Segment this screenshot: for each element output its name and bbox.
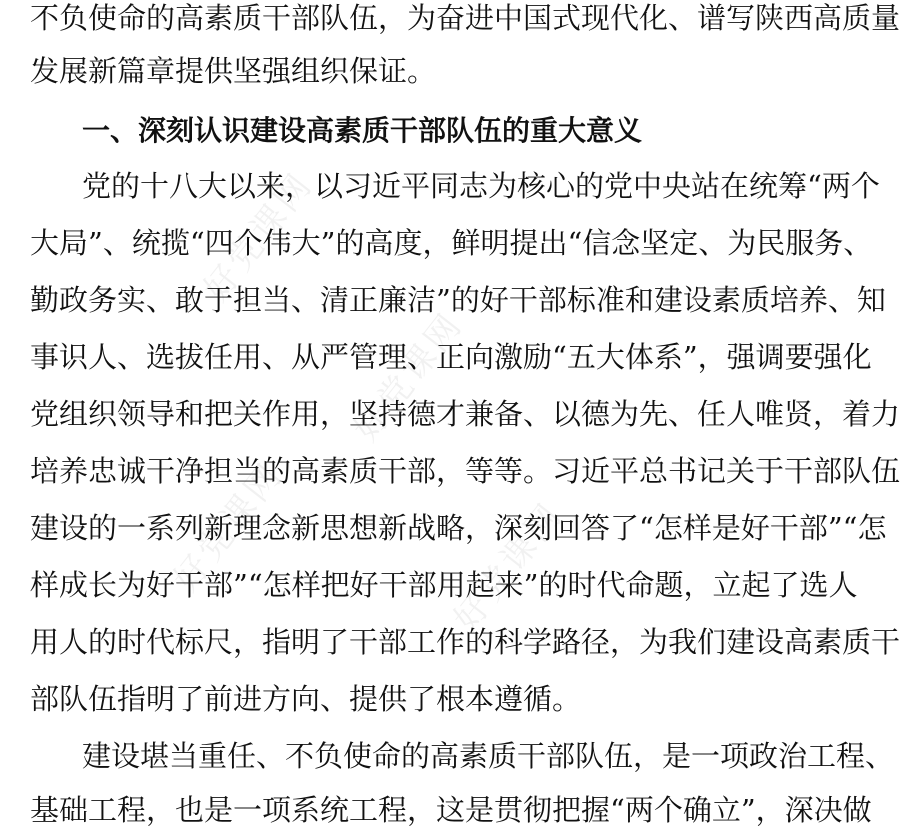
paragraph-line: 事识人、选拔任用、从严管理、正向激励“五大体系”，强调要强化: [30, 340, 872, 374]
paragraph-line: 发展新篇章提供坚强组织保证。: [30, 54, 437, 88]
paragraph-line: 样成长为好干部”“怎样把好干部用起来”的时代命题，立起了选人: [30, 568, 858, 602]
watermark: 好党课网: [346, 304, 472, 449]
watermark: 好党课网: [196, 164, 322, 309]
section-heading: 一、深刻认识建设高素质干部队伍的重大意义: [82, 114, 643, 147]
paragraph-line: 党的十八大以来，以习近平同志为核心的党中央站在统筹“两个: [82, 169, 880, 203]
watermark: 好党课网: [446, 494, 572, 639]
watermark: 好党课网: [166, 454, 292, 599]
paragraph-line: 大局”、统揽“四个伟大”的高度，鲜明提出“信念坚定、为民服务、: [30, 226, 873, 260]
paragraph-line: 党组织领导和把关作用，坚持德才兼备、以德为先、任人唯贤，着力: [30, 397, 900, 431]
paragraph-line: 建设堪当重任、不负使命的高素质干部队伍，是一项政治工程、: [82, 739, 895, 773]
paragraph-line: 基础工程，也是一项系统工程，这是贯彻把握“两个确立”，深决做: [30, 793, 872, 827]
paragraph-line: 用人的时代标尺，指明了干部工作的科学路径，为我们建设高素质干: [30, 625, 900, 659]
paragraph-line: 培养忠诚干净担当的高素质干部，等等。习近平总书记关于干部队伍: [30, 454, 900, 488]
paragraph-line: 建设的一系列新理念新思想新战略，深刻回答了“怎样是好干部”“怎: [30, 511, 887, 545]
paragraph-line: 部队伍指明了前进方向、提供了根本遵循。: [30, 682, 582, 716]
paragraph-line: 勤政务实、敢于担当、清正廉洁”的好干部标准和建设素质培养、知: [30, 283, 886, 317]
paragraph-line: 不负使命的高素质干部队伍，为奋进中国式现代化、谱写陕西高质量: [30, 1, 900, 35]
